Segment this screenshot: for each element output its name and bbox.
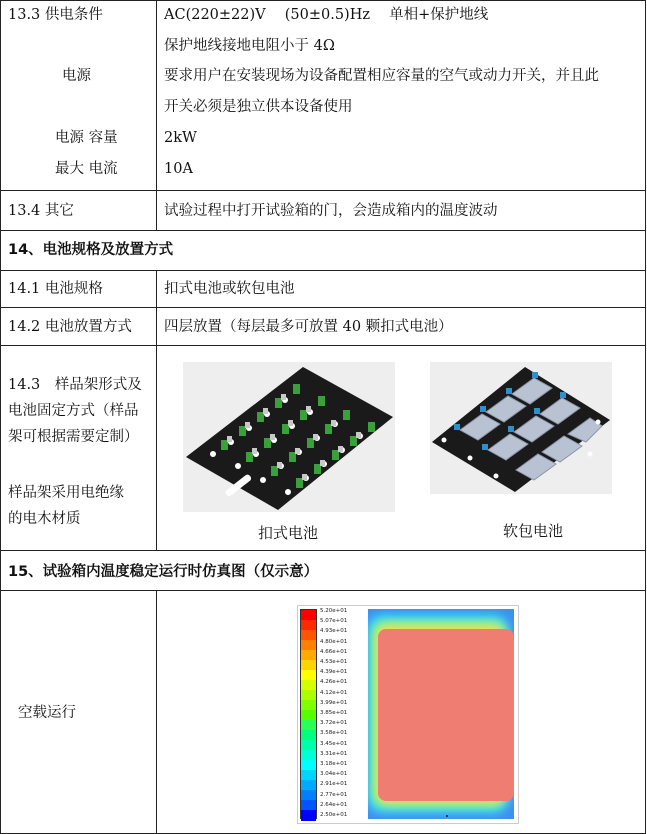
other-label: 13.4 其它	[8, 203, 74, 219]
legend-swatch	[301, 650, 316, 661]
rack-material-line: 样品架采用电绝缘	[8, 485, 124, 501]
legend-swatch	[301, 700, 316, 711]
legend-swatch	[301, 620, 316, 631]
coin-cell-caption: 扣式电池	[258, 524, 319, 542]
sim-label: 空载运行	[18, 705, 76, 721]
legend-swatch	[301, 710, 316, 721]
pouch-cell-rack-image	[430, 362, 612, 494]
power-capacity-value: 2kW	[164, 130, 197, 146]
battery-place-label: 14.2 电池放置方式	[8, 319, 132, 335]
legend-swatch	[301, 670, 316, 681]
rule	[0, 345, 646, 346]
other-value: 试验过程中打开试验箱的门，会造成箱内的温度波动	[164, 203, 498, 219]
legend-label: 2.77e+01	[320, 791, 348, 798]
legend-label: 2.64e+01	[320, 801, 348, 808]
legend-swatch	[301, 750, 316, 761]
power-switch-line: 要求用户在安装现场为设备配置相应容量的空气或动力开关，并且此	[164, 68, 599, 84]
legend-swatch	[301, 660, 316, 671]
rule	[0, 270, 646, 271]
legend-label: 3.58e+01	[320, 730, 348, 737]
rule	[0, 190, 646, 191]
rack-material-line: 的电木材质	[8, 511, 81, 527]
legend-label: 4.39e+01	[320, 669, 348, 676]
rule	[156, 270, 157, 551]
legend-label: 2.91e+01	[320, 781, 348, 788]
power-current-label: 最大 电流	[55, 161, 118, 177]
legend-label: 4.66e+01	[320, 648, 348, 655]
legend-label: 3.45e+01	[320, 740, 348, 747]
legend-label: 3.99e+01	[320, 699, 348, 706]
legend-label: 3.31e+01	[320, 750, 348, 757]
power-switch-line-2: 开关必须是独立供本设备使用	[164, 99, 353, 115]
legend-label: 4.80e+01	[320, 638, 348, 645]
legend-swatch	[301, 630, 316, 641]
rule	[0, 0, 1, 834]
legend-label: 3.72e+01	[320, 720, 348, 727]
rule	[0, 230, 646, 231]
legend-label: 3.04e+01	[320, 771, 348, 778]
legend-swatch	[301, 780, 316, 791]
color-legend	[300, 609, 317, 819]
rack-label-line: 电池固定方式（样品	[8, 403, 139, 419]
origin-marker	[446, 815, 448, 817]
legend-label: 4.93e+01	[320, 628, 348, 635]
legend-label: 3.18e+01	[320, 761, 348, 767]
rule	[0, 550, 646, 551]
legend-label: 2.50e+01	[320, 812, 348, 818]
power-label: 13.3 供电条件	[8, 7, 103, 23]
temperature-field	[368, 609, 514, 819]
legend-swatch	[301, 790, 316, 801]
power-current-value: 10A	[164, 161, 193, 177]
battery-spec-label: 14.1 电池规格	[8, 281, 103, 297]
legend-label: 4.12e+01	[320, 689, 348, 696]
legend-label: 4.53e+01	[320, 659, 348, 665]
coin-cell-rack-image	[183, 362, 395, 512]
legend-swatch	[301, 610, 316, 621]
rule	[645, 0, 646, 834]
rule	[0, 590, 646, 591]
pouch-cell-caption: 软包电池	[503, 522, 564, 540]
legend-label: 4.26e+01	[320, 679, 348, 686]
legend-swatch	[301, 770, 316, 781]
battery-place-value: 四层放置（每层最多可放置 40 颗扣式电池）	[164, 319, 453, 335]
legend-label: 5.07e+01	[320, 618, 348, 625]
rule	[156, 590, 157, 834]
power-spec-line: AC(220±22)V (50±0.5)Hz 单相+保护地线	[164, 7, 489, 23]
section-14-title: 14、电池规格及放置方式	[8, 242, 174, 258]
rule	[0, 0, 646, 1]
section-15-title: 15、试验箱内温度稳定运行时仿真图（仅示意）	[8, 564, 319, 580]
rule	[156, 0, 157, 231]
legend-swatch	[301, 640, 316, 651]
legend-swatch	[301, 720, 316, 731]
legend-swatch	[301, 690, 316, 701]
legend-label: 5.20e+01	[320, 608, 348, 614]
rule	[0, 307, 646, 308]
power-capacity-label: 电源 容量	[55, 130, 118, 146]
temperature-simulation-plot	[297, 605, 519, 824]
legend-swatch	[301, 760, 316, 771]
legend-label: 3.85e+01	[320, 710, 348, 716]
legend-swatch	[301, 800, 316, 811]
rack-label-line: 架可根据需要定制）	[8, 429, 139, 445]
legend-swatch	[301, 740, 316, 751]
legend-swatch	[301, 730, 316, 741]
rack-label-line: 14.3 样品架形式及	[8, 377, 142, 393]
legend-swatch	[301, 810, 316, 821]
power-ground-line: 保护地线接地电阻小于 4Ω	[164, 38, 335, 54]
legend-swatch	[301, 680, 316, 691]
power-source-label: 电源	[62, 68, 91, 84]
battery-spec-value: 扣式电池或软包电池	[164, 281, 295, 297]
